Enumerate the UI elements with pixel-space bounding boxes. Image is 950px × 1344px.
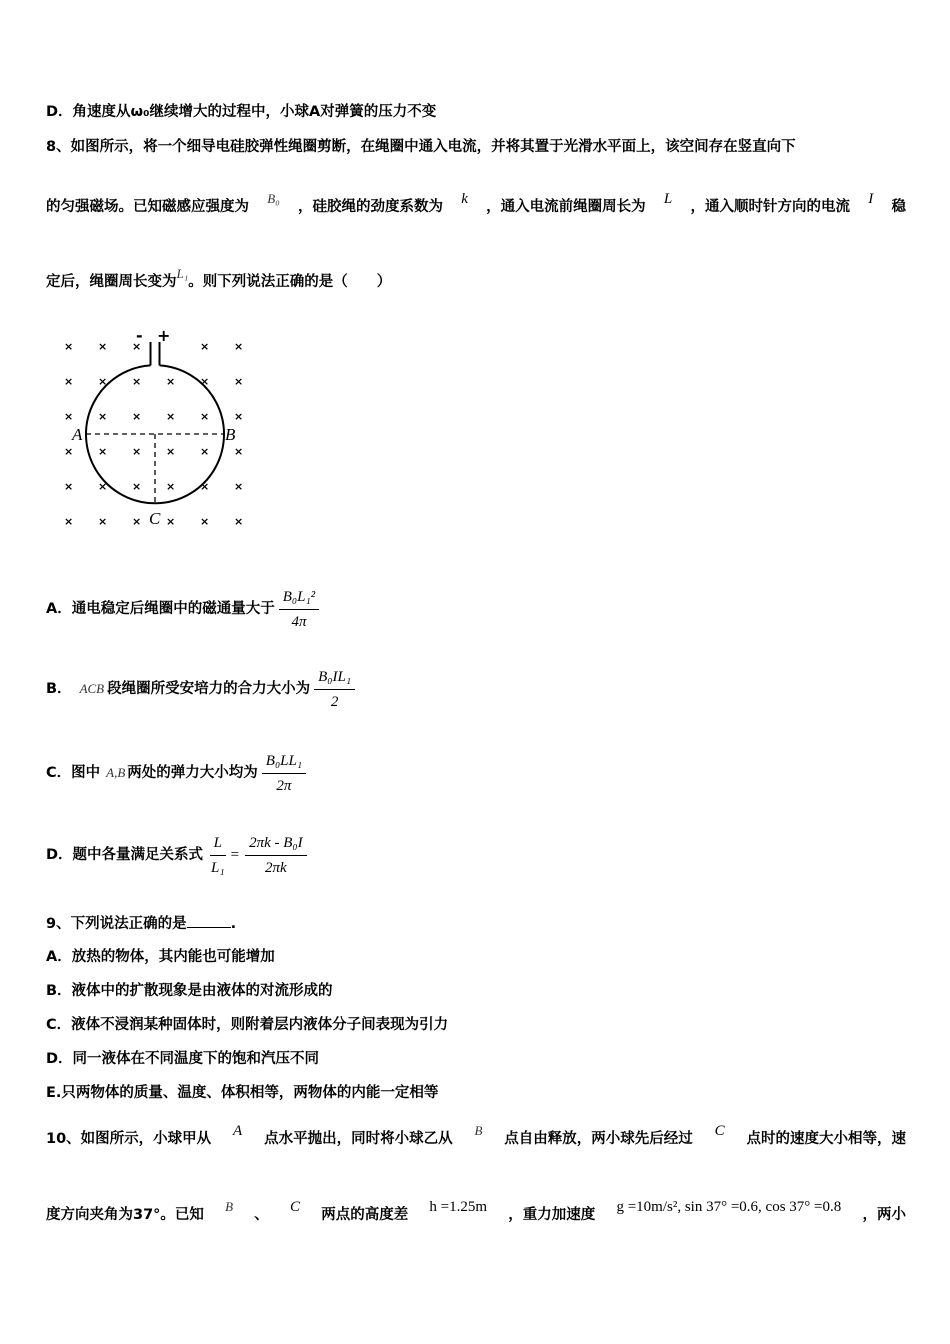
cross: × <box>64 340 74 353</box>
cross: × <box>166 480 176 493</box>
points-ab: A,B <box>106 765 126 780</box>
cross: × <box>200 480 210 493</box>
q10-stem-text-2a: 度方向夹角为37°。已知 <box>46 1207 204 1223</box>
cross: × <box>200 445 210 458</box>
cross: × <box>64 375 74 388</box>
fraction-denominator: 2 <box>330 693 339 710</box>
plus-label: + <box>157 326 171 345</box>
cross: × <box>132 375 142 388</box>
point-c: C <box>714 1123 725 1139</box>
symbol-i: I <box>868 191 874 207</box>
symbol-l: L <box>663 191 673 207</box>
cross: × <box>132 445 142 458</box>
symbol-l1: L₁ <box>176 266 189 281</box>
q9-stem-text: 9、下列说法正确的是 <box>46 916 187 932</box>
q9-stem-period: . <box>230 916 237 932</box>
point-b-label: B <box>225 425 236 444</box>
equals-sign: = <box>230 847 240 863</box>
q7-option-d-text: D．角速度从ω₀继续增大的过程中，小球A对弹簧的压力不变 <box>46 104 437 120</box>
q9-option-a-text: A．放热的物体，其内能也可能增加 <box>46 949 275 965</box>
q8-option-b-label: B． <box>46 681 72 697</box>
q10-stem-text-2e: ，两小 <box>862 1207 906 1223</box>
q8-option-c <box>46 748 906 798</box>
q8-stem-text-2a: 的匀强磁场。已知磁感应强度为 <box>46 199 249 215</box>
q8-stem-text-2b: ，硅胶绳的劲度系数为 <box>297 199 443 215</box>
q8-stem-text-2d: ，通入顺时针方向的电流 <box>690 199 850 215</box>
cross: × <box>200 375 210 388</box>
q8-option-b <box>46 664 906 714</box>
fraction-denominator: 2πk <box>265 859 287 876</box>
q10-stem-text-1b: 点水平抛出，同时将小球乙从 <box>264 1131 453 1147</box>
q8-stem-line3 <box>46 266 906 292</box>
q8-option-b-text: 段绳圈所受安培力的合力大小为 <box>107 681 311 697</box>
q8-option-a-text: A．通电稳定后绳圈中的磁通量大于 <box>46 601 275 617</box>
q8-option-c-text2: 两处的弹力大小均为 <box>127 765 258 781</box>
fraction-numerator: L <box>210 833 226 856</box>
q10-stem-line2 <box>46 1199 906 1225</box>
q8-stem-line1 <box>46 137 906 157</box>
q8-option-d <box>46 830 906 880</box>
fraction-numerator: 2πk - B₀I <box>245 833 307 856</box>
point-c-2: C <box>290 1199 301 1215</box>
point-a: A <box>233 1123 243 1139</box>
point-a-label: A <box>72 425 83 444</box>
cross: × <box>64 515 74 528</box>
q10-stem-line1 <box>46 1123 906 1149</box>
cross: × <box>64 480 74 493</box>
q8-option-d-fraction-right <box>245 833 307 878</box>
cross: × <box>98 480 108 493</box>
q9-option-e <box>46 1083 906 1103</box>
cross: × <box>234 515 244 528</box>
q8-option-d-fraction-left <box>207 833 229 878</box>
q8-stem-text-1: 8、如图所示，将一个细导电硅胶弹性绳圈剪断，在绳圈中通入电流，并将其置于光滑水平面上，该空间存在竖直向下 <box>46 139 796 155</box>
cross: × <box>234 340 244 353</box>
segment-acb: ACB <box>79 681 105 696</box>
q9-option-e-text: E.只两物体的质量、温度、体积相等，两物体的内能一定相等 <box>46 1085 439 1101</box>
fraction-numerator: B₀LL₁ <box>262 751 306 774</box>
q10-stem-text-2d: ，重力加速度 <box>508 1207 596 1223</box>
q10-stem-text-1a: 10、如图所示，小球甲从 <box>46 1131 212 1147</box>
q7-option-d <box>46 102 906 122</box>
q8-stem-text-3a: 定后，绳圈周长变为 <box>46 274 177 290</box>
q9-option-c <box>46 1015 906 1035</box>
loop-diagram <box>56 324 256 534</box>
q9-option-d-text: D．同一液体在不同温度下的饱和汽压不同 <box>46 1051 320 1067</box>
q10-stem-text-2b: 、 <box>254 1207 269 1223</box>
gravity-values: g =10m/s², sin 37° =0.6, cos 37° =0.8 <box>616 1199 842 1215</box>
answer-blank <box>187 913 231 928</box>
q8-stem-text-2e: 稳 <box>891 199 906 215</box>
fraction-denominator: 4π <box>291 613 307 630</box>
symbol-b0: B₀ <box>267 191 280 206</box>
fraction-numerator: B₀IL₁ <box>314 667 355 690</box>
cross: × <box>64 410 74 423</box>
height-difference: h =1.25m <box>429 1199 488 1215</box>
point-b: B <box>474 1123 483 1138</box>
q8-stem-line2 <box>46 191 906 217</box>
q8-option-b-fraction <box>314 667 355 712</box>
minus-label: - <box>136 326 143 345</box>
cross: × <box>166 410 176 423</box>
cross: × <box>98 445 108 458</box>
cross: × <box>234 410 244 423</box>
cross: × <box>200 515 210 528</box>
cross: × <box>98 340 108 353</box>
cross: × <box>98 410 108 423</box>
q8-option-c-text: C．图中 <box>46 765 101 781</box>
cross: × <box>200 340 210 353</box>
q10-stem-text-1c: 点自由释放，两小球先后经过 <box>504 1131 693 1147</box>
q9-option-a <box>46 947 906 967</box>
q8-option-c-fraction <box>262 751 306 796</box>
cross: × <box>132 515 142 528</box>
cross: × <box>132 480 142 493</box>
q10-stem-text-2c: 两点的高度差 <box>321 1207 409 1223</box>
q8-stem-text-2c: ，通入电流前绳圈周长为 <box>486 199 646 215</box>
q9-option-b-text: B．液体中的扩散现象是由液体的对流形成的 <box>46 983 333 999</box>
q10-stem-text-1d: 点时的速度大小相等，速 <box>746 1131 906 1147</box>
cross: × <box>132 410 142 423</box>
q8-option-d-text: D．题中各量满足关系式 <box>46 847 204 863</box>
loop-figure <box>56 324 256 534</box>
cross: × <box>166 375 176 388</box>
cross: × <box>166 515 176 528</box>
cross: × <box>166 445 176 458</box>
cross: × <box>200 410 210 423</box>
cross: × <box>234 375 244 388</box>
point-b-2: B <box>225 1199 234 1214</box>
q9-option-d <box>46 1049 906 1069</box>
fraction-denominator: 2π <box>276 777 292 794</box>
cross: × <box>98 515 108 528</box>
q8-option-a-fraction <box>279 587 319 632</box>
q9-stem <box>46 913 906 934</box>
q8-stem-text-3b: 。则下列说法正确的是（ ） <box>188 274 392 290</box>
cross: × <box>64 445 74 458</box>
symbol-k: k <box>461 191 468 207</box>
fraction-numerator: B₀L₁² <box>279 587 319 610</box>
q9-option-c-text: C．液体不浸润某种固体时，则附着层内液体分子间表现为引力 <box>46 1017 449 1033</box>
cross: × <box>234 445 244 458</box>
cross: × <box>98 375 108 388</box>
q9-option-b <box>46 981 906 1001</box>
fraction-denominator: L₁ <box>211 859 225 876</box>
point-c-label: C <box>149 509 161 528</box>
q8-option-a <box>46 584 906 634</box>
cross: × <box>132 340 142 353</box>
cross: × <box>234 480 244 493</box>
